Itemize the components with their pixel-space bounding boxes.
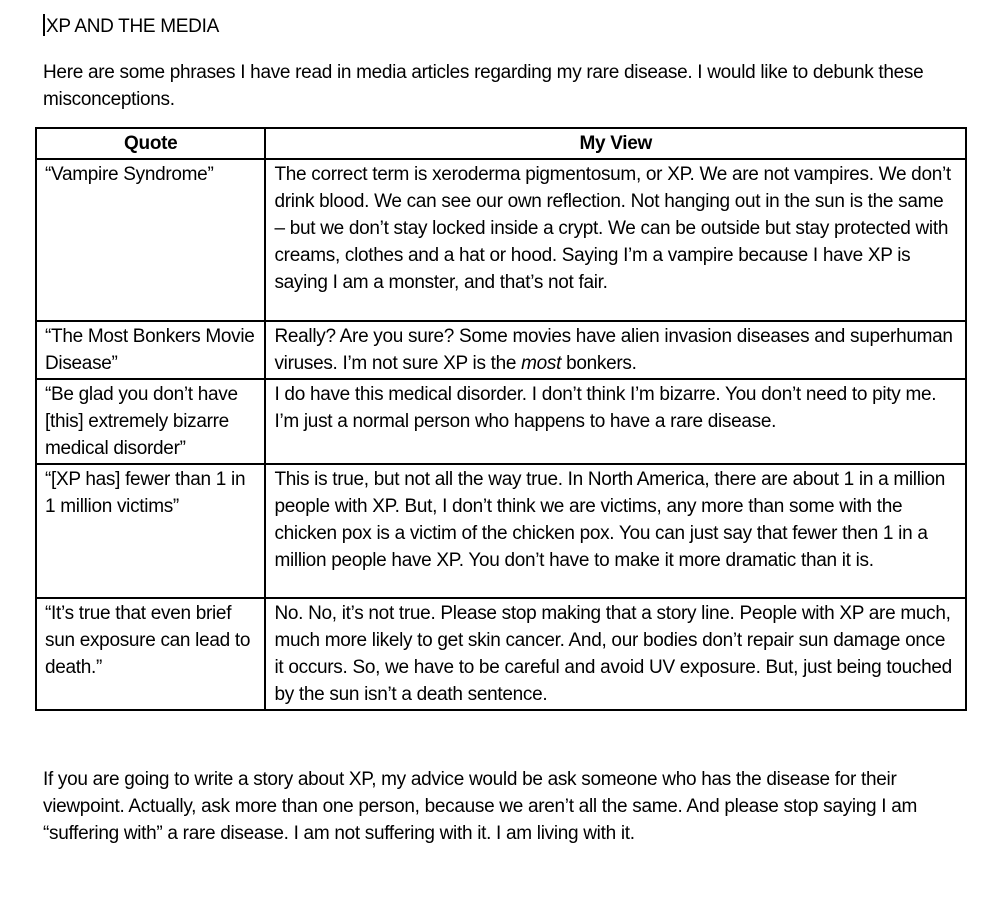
table-row [36, 598, 966, 710]
page-title-text: XP AND THE MEDIA [46, 16, 219, 37]
view-text-italic: most [521, 353, 562, 374]
view-text-pre: Really? Are you sure? Some movies have alien invasion diseases and superhuman viruses. I’m not sure XP is the [274, 326, 953, 374]
quote-view-table[interactable] [35, 127, 967, 711]
column-header-my-view[interactable]: My View [265, 128, 966, 159]
view-cell[interactable]: I do have this medical disorder. I don’t think I’m bizarre. You don’t need to pity me. I’m just a normal person who happens to have a rare disease. [265, 379, 966, 464]
view-cell[interactable]: The correct term is xeroderma pigmentosum, or XP. We are not vampires. We don’t drink blood. We can see our own reflection. Not hanging out in the sun is the same – but we don’t stay locked inside a crypt. We can be outside but stay protected with creams, clothes and a hat or hood. Saying I’m a vampire because I have XP is saying I am a monster, and that’s not fair. [265, 159, 966, 321]
quote-cell[interactable]: “Vampire Syndrome” [36, 159, 265, 321]
table-row [36, 379, 966, 464]
table-row [36, 159, 966, 321]
view-cell[interactable] [265, 321, 966, 379]
text-cursor [43, 14, 45, 36]
quote-cell[interactable]: “The Most Bonkers Movie Disease” [36, 321, 265, 379]
view-cell[interactable]: This is true, but not all the way true. In North America, there are about 1 in a million people with XP. But, I don’t think we are victims, any more than some with the chicken pox is a victim of the chicken pox. You can just say that fewer then 1 in a million people have XP. You don’t have to make it more dramatic than it is. [265, 464, 966, 598]
quote-cell[interactable]: “Be glad you don’t have [this] extremely bizarre medical disorder” [36, 379, 265, 464]
page-title[interactable] [43, 13, 962, 40]
closing-paragraph[interactable]: If you are going to write a story about XP, my advice would be ask someone who has the disease for their viewpoint. Actually, ask more than one person, because we aren’t all the same. And please stop saying I am “suffering with” a rare disease. I am not suffering with it. I am living with it. [43, 769, 918, 844]
table-row [36, 321, 966, 379]
quote-cell[interactable]: “[XP has] fewer than 1 in 1 million victims” [36, 464, 265, 598]
table-row [36, 464, 966, 598]
view-text-post: bonkers. [561, 353, 637, 374]
quote-cell[interactable]: “It’s true that even brief sun exposure can lead to death.” [36, 598, 265, 710]
view-cell[interactable]: No. No, it’s not true. Please stop making that a story line. People with XP are much, much more likely to get skin cancer. And, our bodies don’t repair sun damage once it occurs. So, we have to be careful and avoid UV exposure. But, just being touched by the sun isn’t a death sentence. [265, 598, 966, 710]
table-header-row [36, 128, 966, 159]
column-header-quote[interactable]: Quote [36, 128, 265, 159]
intro-paragraph[interactable]: Here are some phrases I have read in media articles regarding my rare disease. I would like to debunk these misconceptions. [43, 62, 924, 110]
